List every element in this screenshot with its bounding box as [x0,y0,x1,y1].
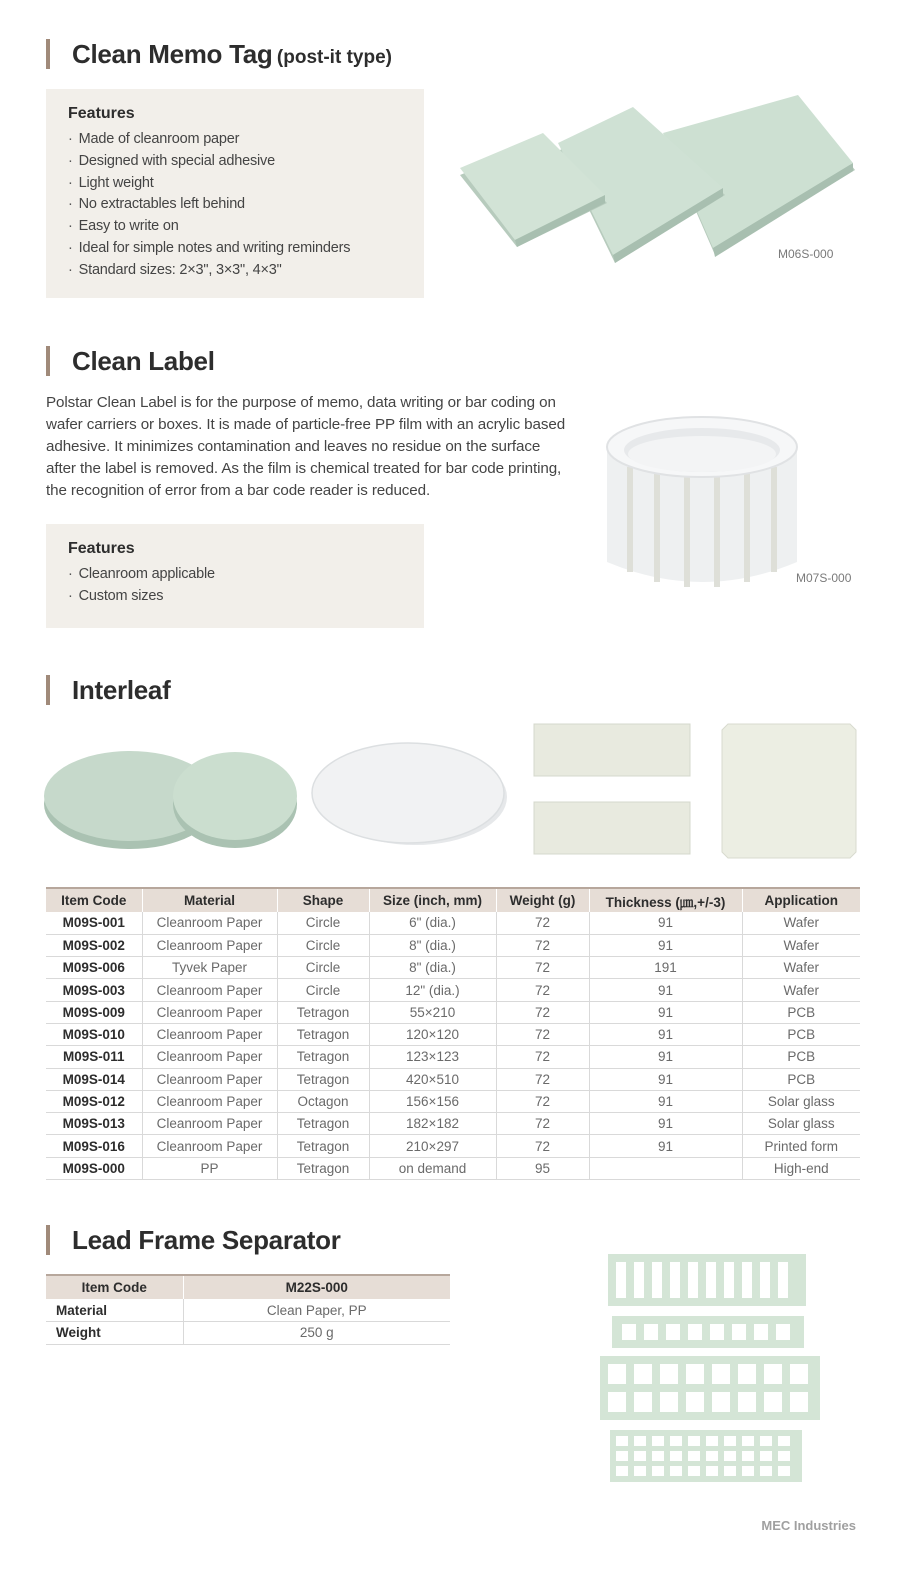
weight-cell: 72 [496,934,589,956]
row-label: Material [46,1299,183,1322]
feature-item: · Ideal for simple notes and writing reminders [68,238,402,260]
table-row [46,957,860,979]
item-code-cell: M09S-003 [46,979,142,1001]
item-code-cell: M09S-009 [46,1001,142,1023]
features-list [68,564,402,608]
clean-label-title: Clean Label [72,346,215,376]
thickness-cell [589,1157,742,1179]
application-cell: Wafer [742,912,860,934]
table-row [46,1299,450,1322]
weight-cell: 72 [496,1023,589,1045]
size-cell: on demand [369,1157,496,1179]
shape-cell: Tetragon [277,1068,369,1090]
label-roll-image [602,412,802,594]
weight-cell: 72 [496,1001,589,1023]
section-title-clean-label [46,346,215,376]
feature-item: · Custom sizes [68,586,402,608]
application-cell: PCB [742,1023,860,1045]
column-header: Material [142,888,277,912]
weight-cell: 72 [496,1046,589,1068]
material-cell: Cleanroom Paper [142,1090,277,1112]
application-cell: Wafer [742,979,860,1001]
size-cell: 8" (dia.) [369,957,496,979]
clean-label-caption: M07S-000 [796,571,852,585]
application-cell: Solar glass [742,1090,860,1112]
application-cell: Wafer [742,957,860,979]
memo-tag-subtitle: (post-it type) [276,47,392,68]
weight-cell: 72 [496,912,589,934]
table-header-row [46,1275,450,1299]
shape-cell: Circle [277,957,369,979]
shape-cell: Circle [277,912,369,934]
size-cell: 6" (dia.) [369,912,496,934]
thickness-cell: 91 [589,1113,742,1135]
thickness-cell: 91 [589,912,742,934]
interleaf-title: Interleaf [72,675,171,705]
weight-cell: 72 [496,1113,589,1135]
column-header: Application [742,888,860,912]
table-row [46,1046,860,1068]
feature-item: · No extractables left behind [68,194,402,216]
weight-cell: 72 [496,1090,589,1112]
feature-item: · Designed with special adhesive [68,151,402,173]
column-header: Shape [277,888,369,912]
item-code-cell: M09S-001 [46,912,142,934]
item-code-cell: M09S-010 [46,1023,142,1045]
weight-cell: 72 [496,979,589,1001]
table-row [46,1090,860,1112]
strip-interleaf-image [532,722,694,858]
application-cell: Wafer [742,934,860,956]
material-cell: Tyvek Paper [142,957,277,979]
table-row [46,1068,860,1090]
feature-item: · Light weight [68,173,402,195]
square-interleaf-image [720,722,858,860]
lead-frame-separator-image [598,1252,824,1484]
application-cell: PCB [742,1046,860,1068]
item-code-cell: M09S-000 [46,1157,142,1179]
table-row [46,912,860,934]
column-header: M22S-000 [183,1275,450,1299]
item-code-cell: M09S-006 [46,957,142,979]
application-cell: PCB [742,1068,860,1090]
material-cell: Cleanroom Paper [142,1023,277,1045]
table-header-row [46,888,860,912]
features-heading: Features [68,105,135,122]
weight-cell: 72 [496,1135,589,1157]
row-value: 250 g [183,1322,450,1345]
shape-cell: Octagon [277,1090,369,1112]
size-cell: 12" (dia.) [369,979,496,1001]
row-label: Weight [46,1322,183,1345]
item-code-cell: M09S-014 [46,1068,142,1090]
memo-tag-title: Clean Memo Tag [72,39,273,69]
material-cell: Cleanroom Paper [142,934,277,956]
shape-cell: Tetragon [277,1046,369,1068]
feature-item: · Made of cleanroom paper [68,129,402,151]
table-row [46,1157,860,1179]
features-list [68,129,402,282]
material-cell: Cleanroom Paper [142,912,277,934]
column-header: Item Code [46,1275,183,1299]
separator-spec-table [46,1274,450,1345]
column-header: Weight (g) [496,888,589,912]
thickness-cell: 91 [589,1135,742,1157]
shape-cell: Circle [277,934,369,956]
shape-cell: Circle [277,979,369,1001]
column-header: Item Code [46,888,142,912]
item-code-cell: M09S-002 [46,934,142,956]
table-row [46,1322,450,1345]
thickness-cell: 91 [589,934,742,956]
shape-cell: Tetragon [277,1157,369,1179]
table-row [46,1023,860,1045]
application-cell: Printed form [742,1135,860,1157]
item-code-cell: M09S-013 [46,1113,142,1135]
item-code-cell: M09S-011 [46,1046,142,1068]
shape-cell: Tetragon [277,1135,369,1157]
weight-cell: 72 [496,1068,589,1090]
weight-cell: 72 [496,957,589,979]
clean-label-features-box [46,524,424,628]
material-cell: Cleanroom Paper [142,979,277,1001]
table-row [46,979,860,1001]
application-cell: Solar glass [742,1113,860,1135]
shape-cell: Tetragon [277,1001,369,1023]
memo-tag-caption: M06S-000 [778,247,834,261]
feature-item: · Cleanroom applicable [68,564,402,586]
features-heading: Features [68,540,135,557]
material-cell: Cleanroom Paper [142,1113,277,1135]
weight-cell: 95 [496,1157,589,1179]
shape-cell: Tetragon [277,1113,369,1135]
memo-tag-features-box [46,89,424,298]
footer-brand: MEC Industries [761,1518,856,1533]
material-cell: Cleanroom Paper [142,1068,277,1090]
thickness-cell: 91 [589,1001,742,1023]
size-cell: 120×120 [369,1023,496,1045]
item-code-cell: M09S-012 [46,1090,142,1112]
green-circle-interleaf-image [40,738,300,853]
table-row [46,1001,860,1023]
interleaf-spec-table [46,887,860,1180]
size-cell: 8" (dia.) [369,934,496,956]
size-cell: 210×297 [369,1135,496,1157]
thickness-cell: 91 [589,1068,742,1090]
thickness-cell: 91 [589,1090,742,1112]
thickness-cell: 91 [589,1046,742,1068]
size-cell: 182×182 [369,1113,496,1135]
table-row [46,1113,860,1135]
feature-item: · Standard sizes: 2×3", 3×3", 4×3" [68,260,402,282]
thickness-cell: 191 [589,957,742,979]
size-cell: 156×156 [369,1090,496,1112]
white-circle-interleaf-image [300,735,510,850]
size-cell: 420×510 [369,1068,496,1090]
separator-title: Lead Frame Separator [72,1225,341,1255]
material-cell: Cleanroom Paper [142,1046,277,1068]
application-cell: High-end [742,1157,860,1179]
section-title-memo-tag [46,39,392,69]
thickness-cell: 91 [589,979,742,1001]
column-header: Size (inch, mm) [369,888,496,912]
feature-item: · Easy to write on [68,216,402,238]
clean-label-description: Polstar Clean Label is for the purpose of memo, data writing or bar coding on wafer carriers or boxes. It is made of particle-free PP film with an acrylic based adhesive. It minimizes contamination and leaves no residue on the surface after the label is removed. As the film is chemical treated for bar code printing, the recognition of error from a bar code reader is reduced. [46,394,566,499]
column-header: Thickness (㎛,+/-3) [589,888,742,912]
material-cell: Cleanroom Paper [142,1001,277,1023]
item-code-cell: M09S-016 [46,1135,142,1157]
thickness-cell: 91 [589,1023,742,1045]
memo-pads-image [455,95,860,270]
size-cell: 123×123 [369,1046,496,1068]
material-cell: Cleanroom Paper [142,1135,277,1157]
table-row [46,934,860,956]
section-title-separator [46,1225,341,1255]
size-cell: 55×210 [369,1001,496,1023]
application-cell: PCB [742,1001,860,1023]
row-value: Clean Paper, PP [183,1299,450,1322]
table-row [46,1135,860,1157]
section-title-interleaf [46,675,170,705]
shape-cell: Tetragon [277,1023,369,1045]
material-cell: PP [142,1157,277,1179]
